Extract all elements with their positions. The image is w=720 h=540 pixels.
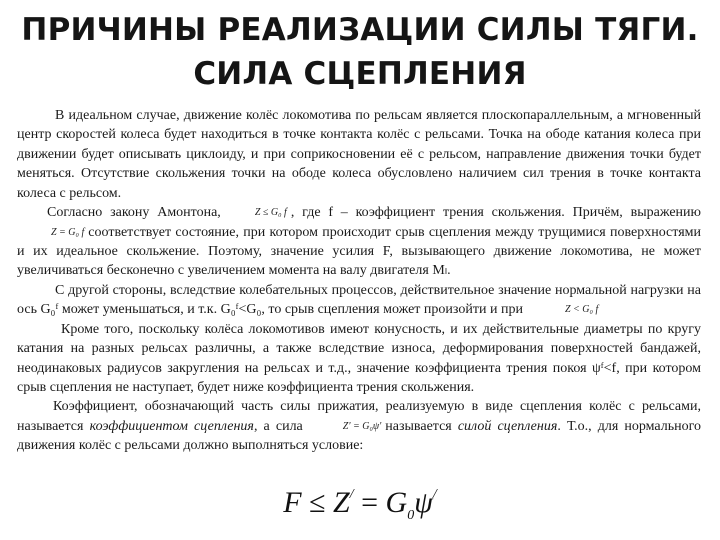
paragraph-5	[17, 397, 701, 455]
paragraph-5-text-d: . Т.о., для нормального движения колёс с рельсами должно выполняться условие:	[17, 418, 702, 454]
formula-Z: Z	[333, 486, 350, 519]
formula-Z-sup: /	[349, 487, 354, 502]
paragraph-5-text-c: называется	[385, 418, 452, 434]
reduced-load-formula: Z < G₀ f	[564, 304, 599, 316]
amonton-formula: Z ≤ G₀ f	[254, 207, 287, 219]
paragraph-1: В идеальном случае, движение колёс локомотива по рельсам является плоскопараллельным, а мгновенный центр скоростей колеса будет находиться в точке контакта колёс с рельсами. Точка на ободе катания колеса при движении будет описывать циклоиду, и при соприкосновении её с рельсом, направление движения точки будет меняться. Отсутствие скольжения точки на ободе колеса обусловлено наличием сил трения в точке контакта колеса с рельсом.	[17, 108, 701, 201]
paragraph-3	[17, 281, 701, 320]
paragraph-2-text-a: Согласно закону Амонтона,	[47, 205, 221, 221]
formula-psi: ψ	[414, 486, 433, 519]
page-title-line-2: СИЛА СЦЕПЛЕНИЯ	[193, 56, 527, 92]
formula-le: ≤	[309, 486, 326, 519]
paragraph-3-text: С другой стороны, вследствие колебательных процессов, действительное значение нормальной нагрузки на ось G₀ᶠ может уменьшаться, и т.к. G₀ᶠ<G₀, то срыв сцепления может произойти и при	[17, 282, 701, 318]
adhesion-force-formula: Z' = G₀ψ'	[342, 420, 382, 432]
paragraph-5-text-a: Коэффициент, обозначающий часть силы прижатия, реализуемую в виде сцепления колёс с рельсами, называется	[17, 399, 701, 434]
paragraph-4: Кроме того, поскольку колёса локомотивов имеют конусность, и их действительные диаметры по кругу катания на разных рельсах различны, а также вследствие износа, деформирования поверхностей бандажей, неодинаковых радиусов закругления на рельсах и т.д., значение коэффициента трения покоя ψᶠ<f, при котором срыв сцепления не наступает, будет ниже коэффициента трения скольжения.	[17, 321, 701, 395]
text-body	[17, 106, 701, 456]
formula-G-sub: 0	[407, 508, 415, 523]
formula-G: G	[385, 486, 408, 519]
term-adhesion-force: силой сцепления	[457, 418, 558, 434]
paragraph-2	[17, 203, 701, 281]
page-title-line-1: ПРИЧИНЫ РЕАЛИЗАЦИИ СИЛЫ ТЯГИ.	[21, 12, 699, 48]
slip-formula: Z = G₀ f	[51, 226, 85, 238]
formula-F: F	[283, 486, 302, 519]
paragraph-2-text-c: соответствует состояние, при котором происходит срыв сцепления между трущимися поверхностями и их идеальное скольжение. Поэтому, значение усилия F, вызывающего движение локомотива, не может увеличиваться бесконечно с увеличением момента на валу двигателя Mₗ.	[17, 224, 701, 279]
term-adhesion-coefficient: коэффициентом сцепления	[89, 418, 254, 434]
paragraph-2-text-b: , где f – коэффициент трения скольжения. Причём, выражению	[290, 205, 701, 221]
formula-psi-sup: /	[432, 487, 437, 502]
formula-eq: =	[361, 486, 379, 519]
adhesion-condition-formula	[0, 486, 720, 524]
paragraph-5-text-b: , а сила	[253, 418, 303, 434]
